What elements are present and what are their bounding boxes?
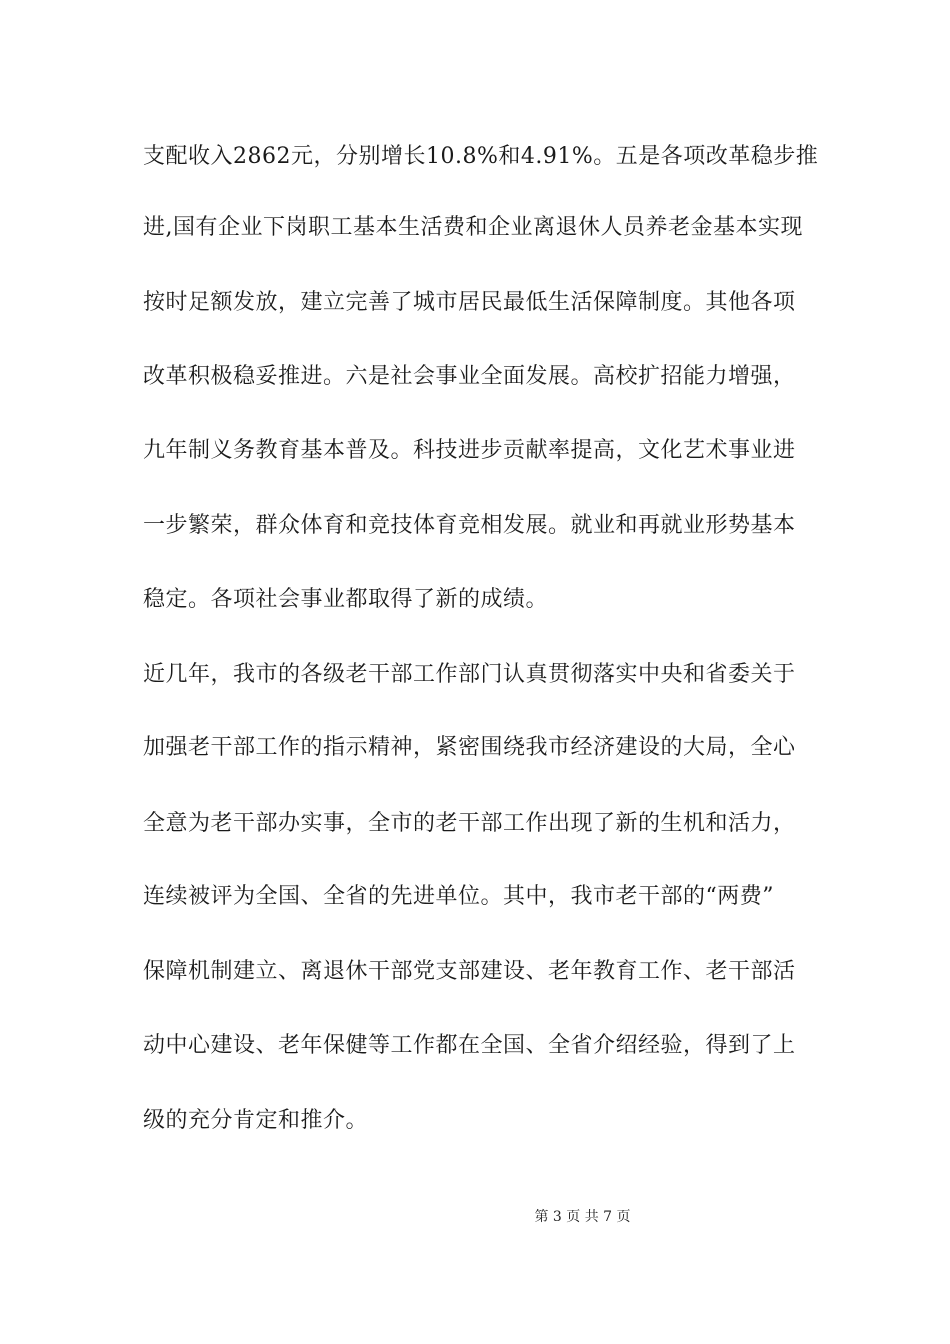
text-line: 支配收入2862元，分别增长10.8%和4.91%。五是各项改革稳步推 <box>143 144 819 169</box>
text-line: 级的充分肯定和推介。 <box>143 1108 369 1133</box>
text-line: 连续被评为全国、全省的先进单位。其中，我市老干部的“两费” <box>143 884 774 909</box>
text-line: 近几年，我市的各级老干部工作部门认真贯彻落实中央和省委关于 <box>143 662 796 687</box>
text-line: 一步繁荣，群众体育和竞技体育竞相发展。就业和再就业形势基本 <box>143 513 796 538</box>
page-number-footer: 第 3 页 共 7 页 <box>534 1209 631 1225</box>
text-line: 九年制义务教育基本普及。科技进步贡献率提高，文化艺术事业进 <box>143 438 796 463</box>
text-line: 加强老干部工作的指示精神，紧密围绕我市经济建设的大局，全心 <box>143 735 796 760</box>
text-line: 动中心建设、老年保健等工作都在全国、全省介绍经验，得到了上 <box>143 1033 796 1058</box>
text-line: 改革积极稳妥推进。六是社会事业全面发展。高校扩招能力增强， <box>143 364 796 389</box>
text-line: 全意为老干部办实事，全市的老干部工作出现了新的生机和活力， <box>143 811 796 836</box>
text-line: 按时足额发放，建立完善了城市居民最低生活保障制度。其他各项 <box>143 290 796 315</box>
text-line: 保障机制建立、离退休干部党支部建设、老年教育工作、老干部活 <box>143 959 796 984</box>
text-line: 稳定。各项社会事业都取得了新的成绩。 <box>143 587 549 612</box>
text-line: 进,国有企业下岗职工基本生活费和企业离退休人员养老金基本实现 <box>143 215 803 240</box>
